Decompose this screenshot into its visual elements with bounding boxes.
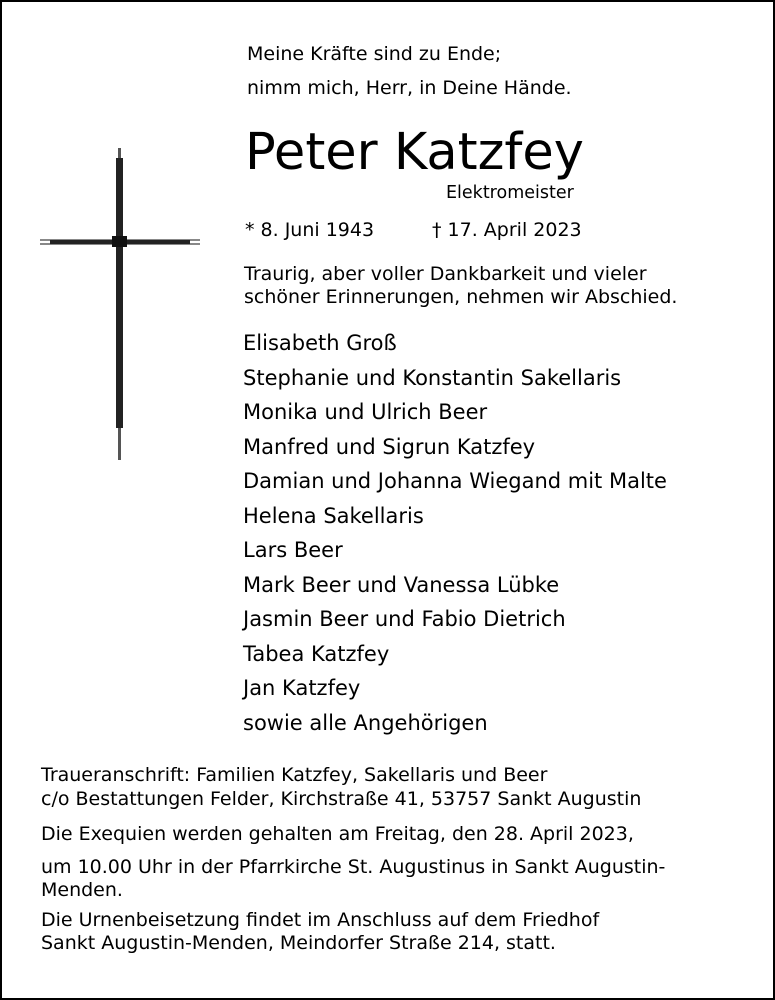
- mourner-item: Damian und Johanna Wiegand mit Malte: [243, 469, 667, 493]
- service-line-3: Menden.: [41, 879, 123, 901]
- mourner-item: Jan Katzfey: [243, 676, 361, 700]
- profession: Elektromeister: [446, 183, 574, 203]
- mourners-list: [243, 326, 667, 740]
- mourner-item: Lars Beer: [243, 538, 343, 562]
- burial-line-1: Die Urnenbeisetzung findet im Anschluss auf dem Friedhof: [41, 909, 600, 931]
- address-line-2: c/o Bestattungen Felder, Kirchstraße 41, 53757 Sankt Augustin: [41, 788, 642, 810]
- death-date: † 17. April 2023: [432, 219, 582, 241]
- mourner-item: Stephanie und Konstantin Sakellaris: [243, 365, 622, 390]
- mourner-item: Monika und Ulrich Beer: [243, 400, 488, 424]
- cross-icon: [40, 148, 200, 460]
- mourner-item: Manfred und Sigrun Katzfey: [243, 434, 536, 459]
- burial-line-2: Sankt Augustin-Menden, Meindorfer Straße 214, statt.: [41, 932, 556, 954]
- mourner-item: Tabea Katzfey: [243, 641, 390, 666]
- mourner-item: Elisabeth Groß: [243, 331, 397, 355]
- birth-date: * 8. Juni 1943: [245, 219, 375, 241]
- service-line-1: Die Exequien werden gehalten am Freitag, den 28. April 2023,: [41, 823, 634, 845]
- mourner-item: sowie alle Angehörigen: [243, 710, 488, 735]
- intro-line-2: schöner Erinnerungen, nehmen wir Abschied.: [244, 286, 678, 308]
- service-line-2: um 10.00 Uhr in der Pfarrkirche St. Augustinus in Sankt Augustin-: [41, 856, 666, 878]
- mourner-item: Jasmin Beer und Fabio Dietrich: [243, 607, 566, 631]
- address-line-1: Traueranschrift: Familien Katzfey, Sakellaris und Beer: [41, 764, 548, 786]
- mourner-item: Mark Beer und Vanessa Lübke: [243, 572, 560, 597]
- verse-line-1: Meine Kräfte sind zu Ende;: [247, 43, 502, 65]
- mourner-item: Helena Sakellaris: [243, 503, 424, 528]
- intro-line-1: Traurig, aber voller Dankbarkeit und vieler: [244, 263, 647, 285]
- deceased-name: Peter Katzfey: [245, 123, 584, 182]
- verse-line-2: nimm mich, Herr, in Deine Hände.: [247, 77, 572, 99]
